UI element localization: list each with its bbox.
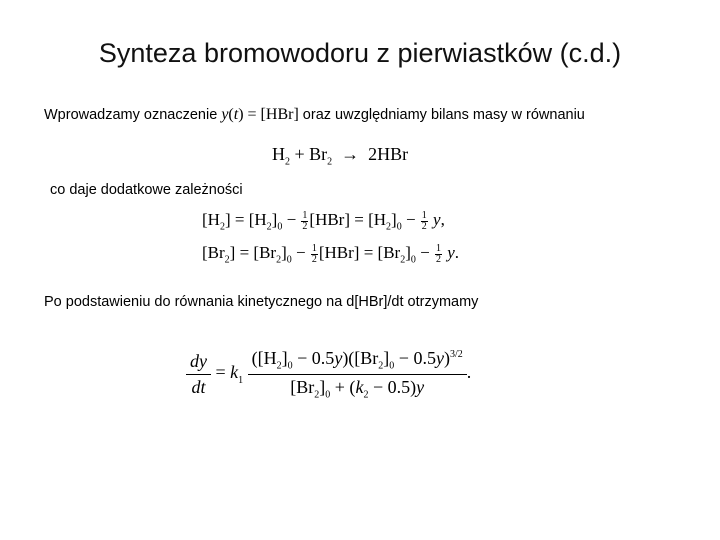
intro-text-2: oraz uwzględniamy bilans masy w równaniu: [302, 107, 585, 123]
slide-title: Synteza bromowodoru z pierwiastków (c.d.): [98, 38, 622, 68]
mass-balance-eq-h2: $[H_2] = [H_2]_0$ − $\frac{1}{2}$ $[HBr] = [H_2]_0$ − $\frac{1}{2}$ y,: [202, 209, 445, 233]
rate-fraction: $\frac{([H_2]_0 - 0.5y)([Br_2]_0 - 0.5y)^{3/2}}{[Br_2]_0 + (k_2 - 0.5)y}$: [248, 348, 467, 400]
consequence-text: co daje dodatkowe zależności: [50, 182, 243, 198]
intro-text-1: Wprowadzamy oznaczenie: [44, 107, 218, 123]
dy-dt-fraction: $\frac{dy}{dt}$: [186, 351, 211, 398]
reaction-equation: $H_2 + Br_2 \to 2HBr$: [272, 144, 409, 168]
intro-line: [44, 106, 585, 124]
substitution-text: Po podstawieniu do równania kinetycznego na d[HBr]/dt otrzymamy: [44, 294, 479, 310]
intro-variable: y(t) = [HBr]: [221, 106, 299, 123]
rate-equation: $\frac{dy}{dt}$ = $k_1$ $\frac{([H_2]_0 - 0.5y)([Br_2]_0 - 0.5y)^{3/2}}{[Br_2]_0 + (k_2 - 0.5)y}$ .: [186, 348, 471, 400]
mass-balance-eq-br2: $[Br_2] = [Br_2]_0$ − $\frac{1}{2}$ $[HBr] = [Br_2]_0$ − $\frac{1}{2}$ y.: [202, 242, 460, 266]
